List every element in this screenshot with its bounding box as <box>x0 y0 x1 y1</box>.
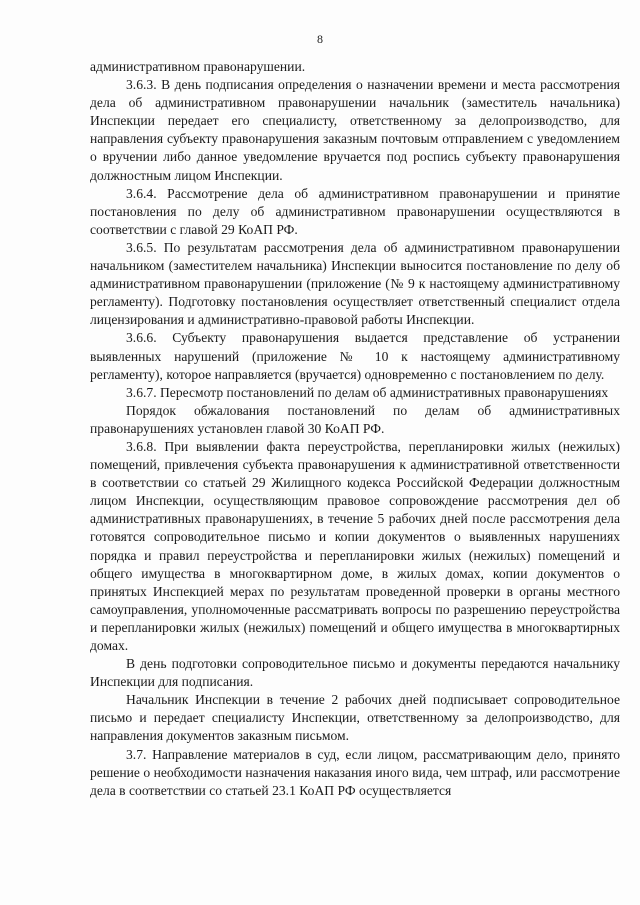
paragraph-signing-day: В день подготовки сопроводительное письмо и документы передаются начальнику Инспекции для подписания. <box>90 656 620 690</box>
paragraph-3-7: 3.7. Направление материалов в суд, если лицом, рассматривающим дело, принято решение о необходимости назначения наказания иного вида, чем штраф, или рассмотрение дела в соответствии со статьей 23.1 КоАП РФ осуществляется <box>90 746 620 798</box>
paragraph-3-6-8: 3.6.8. При выявлении факта переустройства, перепланировки жилых (нежилых) помещений, привлечения субъекта правонарушения к административной ответственности в соответствии со статьей 29 Жилищного кодекса Российской Федерации должностным лицом Инспекции, осуществляющим правовое сопровождение рассмотрения дел об административных правонарушениях, в течение 5 рабочих дней после рассмотрения дела готовятся сопроводительное письмо и копии документов о выявленных нарушениях порядка и правил переустройства и перепланировки жилых (нежилых) помещений и общего имущества в многоквартирном доме, в жилых домах, копии документов о принятых Инспекцией мерах по результатам проведенной проверки в органы местного самоуправления, уполномоченные рассматривать вопросы по разрешению переустройства и перепланировки жилых (нежилых) помещений и общего имущества в многоквартирных домах. <box>90 438 620 653</box>
page-number: 8 <box>317 32 323 46</box>
paragraph-3-6-7: 3.6.7. Пересмотр постановлений по делам об административных правонарушениях <box>126 384 609 400</box>
paragraph-appeal-procedure: Порядок обжалования постановлений по делам об административных правонарушениях установлен главой 30 КоАП РФ. <box>90 402 620 436</box>
document-body <box>90 58 620 800</box>
paragraph-head-signs: Начальник Инспекции в течение 2 рабочих дней подписывает сопроводительное письмо и передает специалисту Инспекции, ответственному за делопроизводство, для направления документов заказным письмом. <box>90 692 620 744</box>
paragraph-3-6-6: 3.6.6. Субъекту правонарушения выдается представление об устранении выявленных нарушений (приложение № 10 к настоящему административному регламенту), которое направляется (вручается) одновременно с постановлением по делу. <box>90 330 620 382</box>
paragraph-3-6-3: 3.6.3. В день подписания определения о назначении времени и места рассмотрения дела об административном правонарушении начальник (заместитель начальника) Инспекции передает его специалисту, ответственному за делопроизводство, для направления субъекту правонарушения заказным почтовым отправлением с уведомлением о вручении либо данное уведомление вручается под роспись субъекту правонарушения должностным лицом Инспекции. <box>90 77 620 183</box>
paragraph-3-6-5: 3.6.5. По результатам рассмотрения дела об административном правонарушении начальником (заместителем начальника) Инспекции выносится постановление по делу об административном правонарушении (приложение (№ 9 к настоящему административному регламенту). Подготовку постановления осуществляет ответственный специалист отдела лицензирования и административно-правовой работы Инспекции. <box>90 239 620 328</box>
paragraph-3-6-4: 3.6.4. Рассмотрение дела об административном правонарушении и принятие постановления по делу об административном правонарушении осуществляются в соответствии с главой 29 КоАП РФ. <box>90 185 620 237</box>
paragraph-continuation: административном правонарушении. <box>90 59 306 74</box>
